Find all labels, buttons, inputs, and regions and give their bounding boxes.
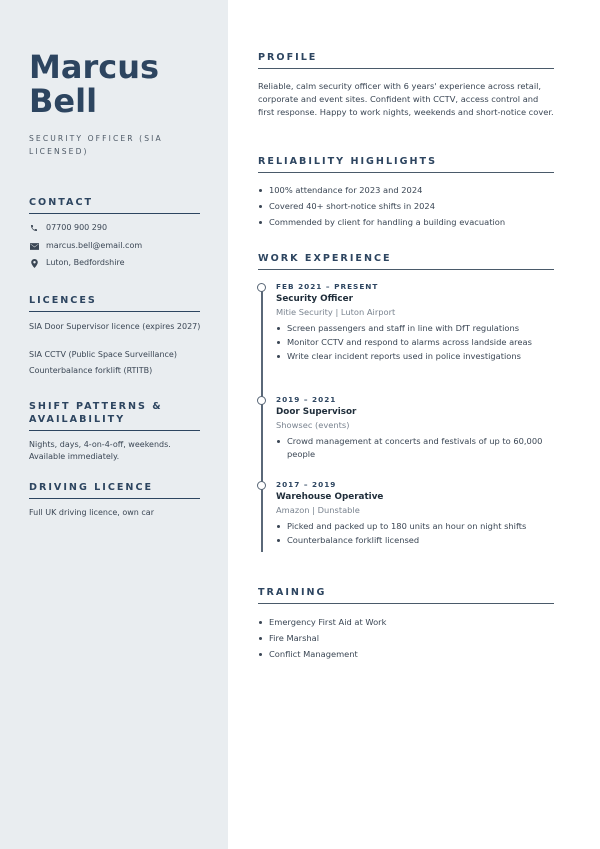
timeline-dot [257,283,266,292]
licences-heading: LICENCES [29,294,200,312]
shifts-heading: SHIFT PATTERNS & AVAILABILITY [29,400,200,431]
list-item: 100% attendance for 2023 and 2024 [258,184,558,197]
list-item: Fire Marshal [258,632,558,645]
timeline-dot [257,481,266,490]
shifts-text: Nights, days, 4-on-4-off, weekends. Available immediately. [29,440,171,461]
job-title: Warehouse Operative [276,492,384,502]
contact-email [29,240,142,252]
list-item: Counterbalance forklift licensed [276,534,561,547]
list-item: Screen passengers and staff in line with DfT regulations [276,322,561,335]
job-bullets [276,520,561,547]
main-content [228,0,600,849]
envelope-icon [29,241,39,251]
list-item: Picked and packed up to 180 units an hour on night shifts [276,520,561,533]
job-date: 2019 – 2021 [276,395,337,404]
list-item: Commended by client for handling a building evacuation [258,216,558,229]
driving-heading: DRIVING LICENCE [29,481,200,499]
timeline-line [261,290,263,552]
list-item: Write clear incident reports used in police investigations [276,350,561,363]
timeline-dot [257,396,266,405]
job-date: FEB 2021 – PRESENT [276,282,379,291]
job-subtitle: SECURITY OFFICER (SIA LICENSED) [29,134,163,156]
licence-item: SIA CCTV (Public Space Surveillance) [29,350,177,359]
training-heading: TRAINING [258,586,554,604]
candidate-name [29,50,219,118]
highlights-list [258,184,558,232]
profile-text: Reliable, calm security officer with 6 years' experience across retail, corporate and event sites. Confident with CCTV, access control and first response. Happy to work nights, weekends and short-notice cover. [258,81,554,118]
job-bullets [276,435,561,461]
phone-number: 07700 900 290 [46,223,108,232]
list-item: Crowd management at concerts and festivals of up to 60,000 people [276,435,561,461]
training-list [258,616,558,664]
contact-heading: CONTACT [29,196,200,214]
email-address[interactable]: marcus.bell@email.com [46,241,143,250]
job-title: Door Supervisor [276,407,357,417]
job-company: Showsec (events) [276,420,350,430]
licence-item: Counterbalance forklift (RTITB) [29,366,153,375]
job-entry [276,281,561,364]
first-name: Marcus [29,48,160,86]
phone-icon [29,223,39,233]
highlights-heading: RELIABILITY HIGHLIGHTS [258,155,554,173]
experience-heading: WORK EXPERIENCE [258,252,554,270]
last-name: Bell [29,82,98,120]
sidebar [0,0,228,849]
licence-item: SIA Door Supervisor licence (expires 2027) [29,322,201,331]
job-title: Security Officer [276,294,353,304]
contact-location [29,257,125,269]
list-item: Covered 40+ short-notice shifts in 2024 [258,200,558,213]
list-item: Emergency First Aid at Work [258,616,558,629]
job-bullets [276,322,561,363]
job-entry [276,394,561,462]
map-pin-icon [29,258,39,268]
location-text: Luton, Bedfordshire [46,258,125,267]
job-date: 2017 – 2019 [276,480,337,489]
profile-heading: PROFILE [258,51,554,69]
driving-text: Full UK driving licence, own car [29,508,154,517]
contact-phone [29,222,107,234]
list-item: Monitor CCTV and respond to alarms across landside areas [276,336,561,349]
job-entry [276,479,561,548]
job-company: Amazon | Dunstable [276,505,360,515]
list-item: Conflict Management [258,648,558,661]
job-company: Mitie Security | Luton Airport [276,307,396,317]
